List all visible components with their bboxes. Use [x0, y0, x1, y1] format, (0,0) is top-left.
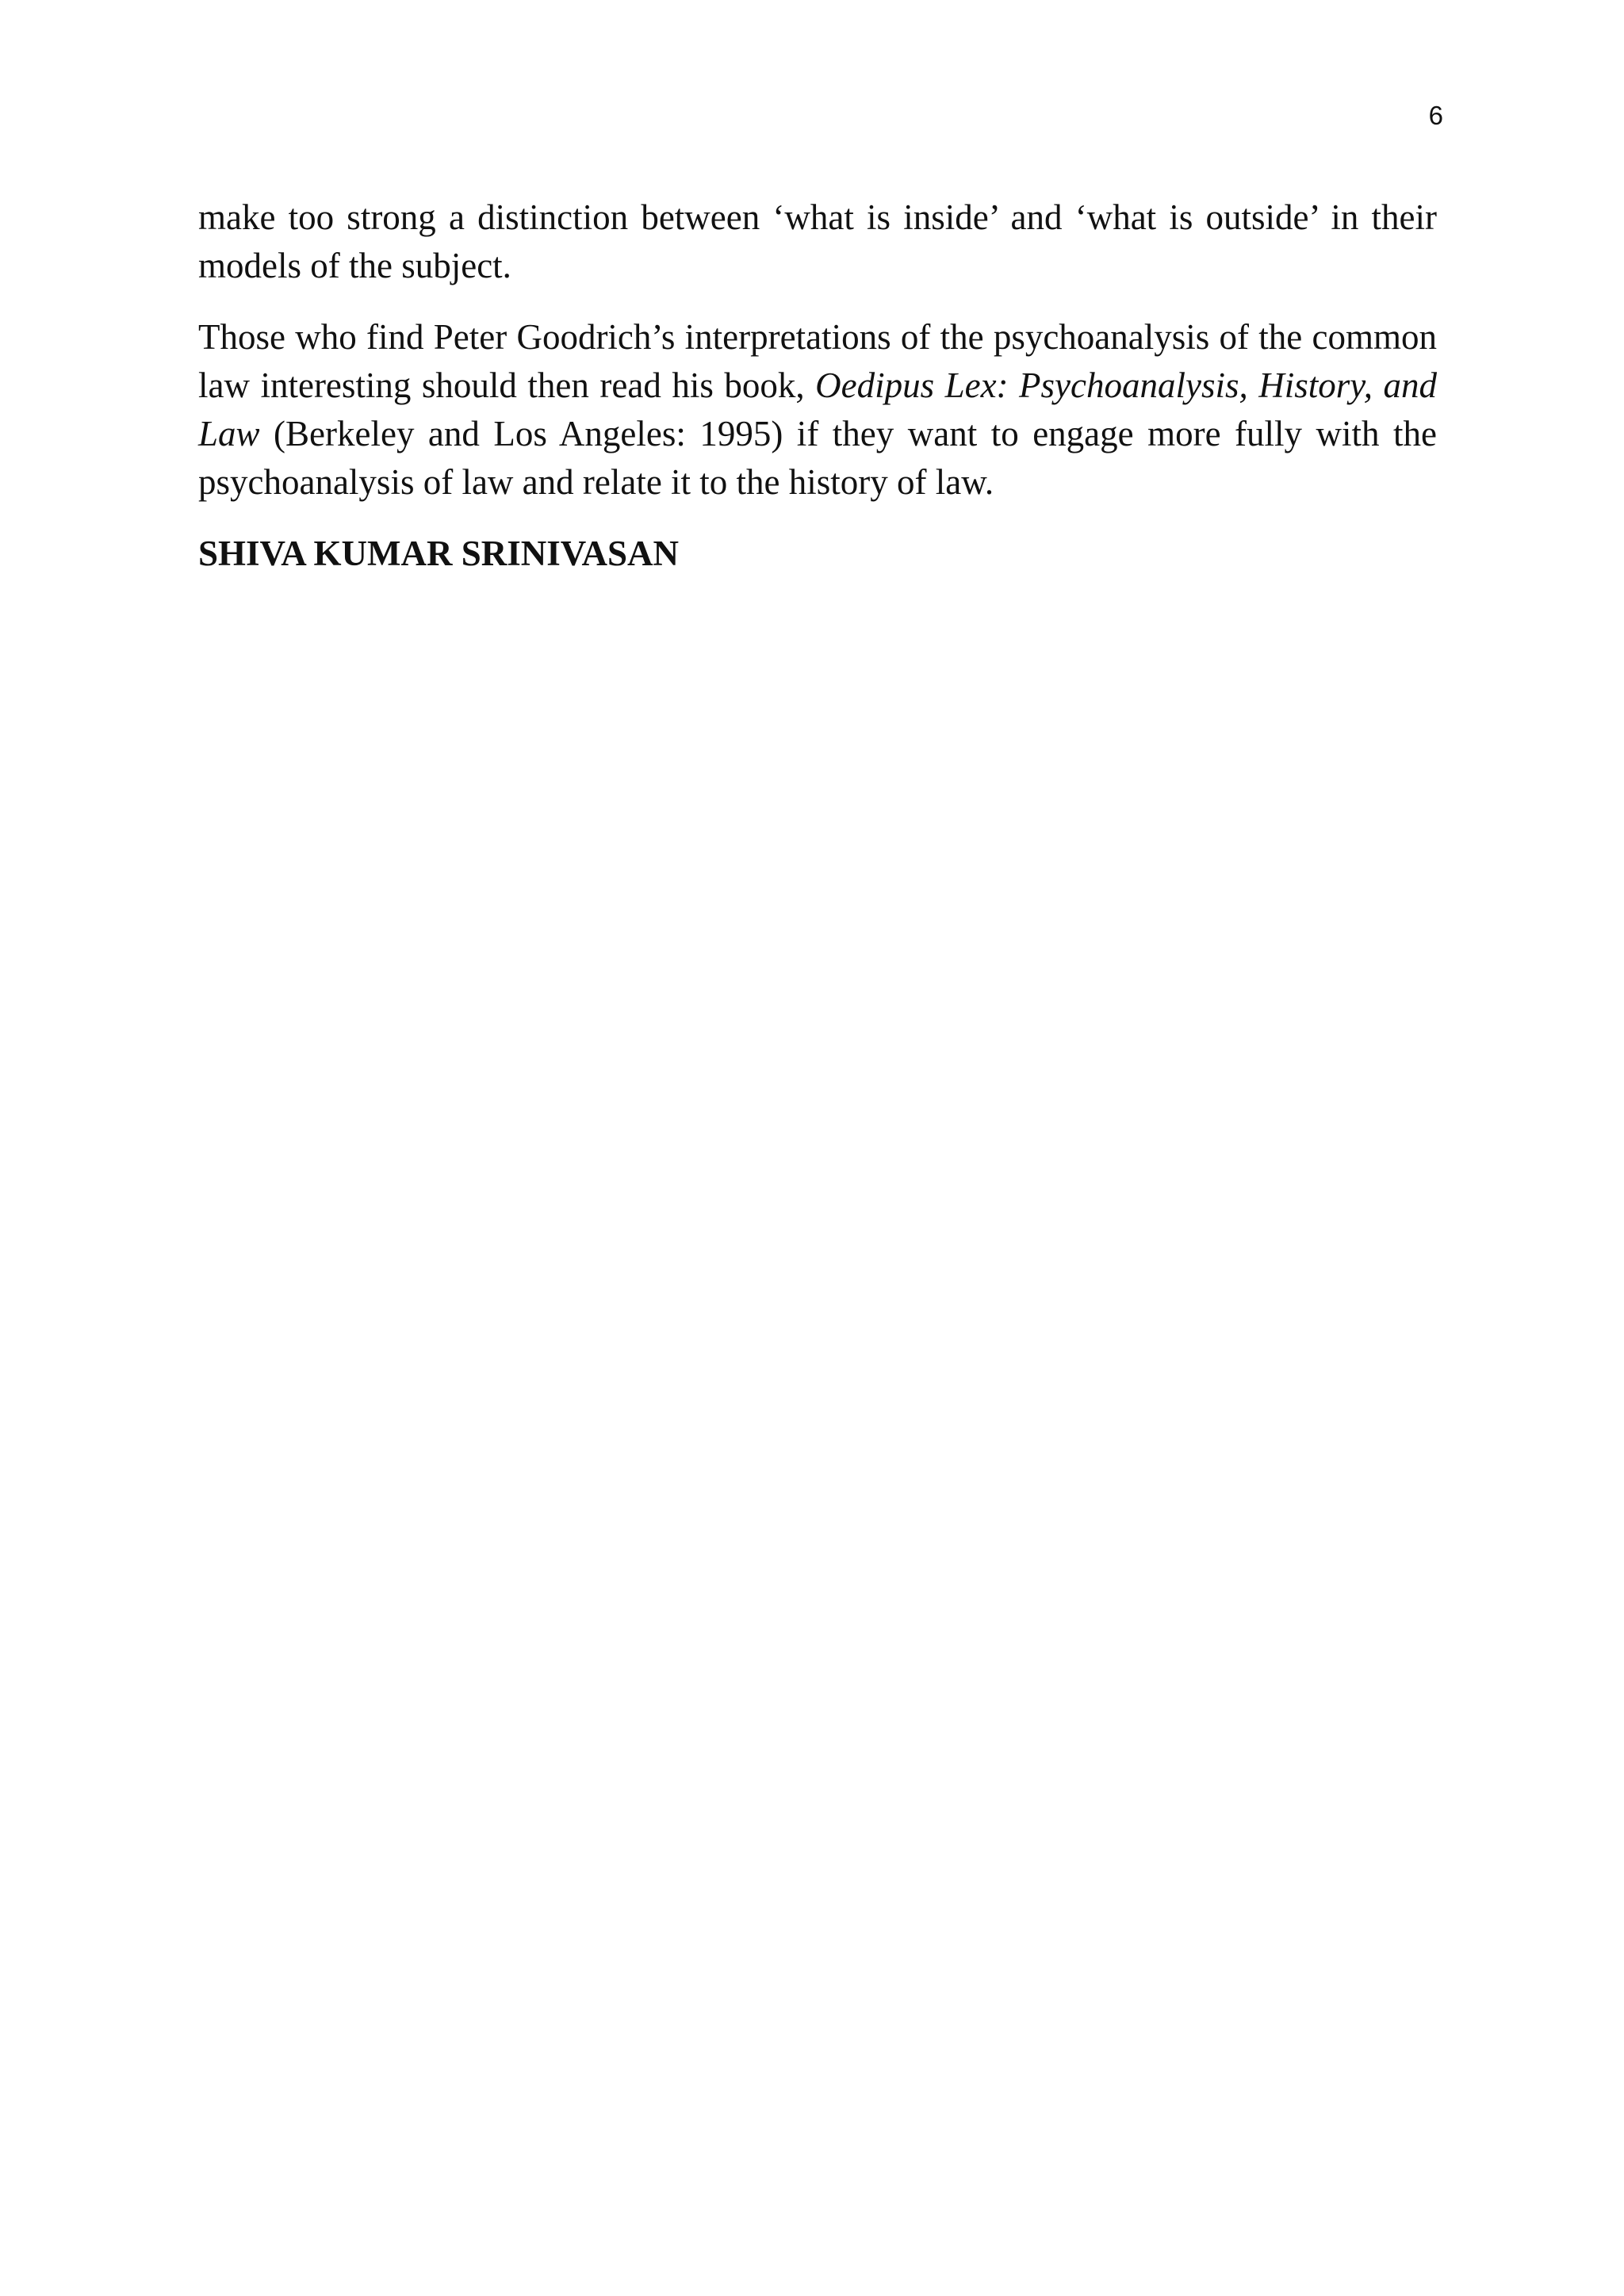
- paragraph-text-before-title: Those who find Peter Goodrich’s interpretations of the psychoanalysis of the common law interesting should then read his book,: [198, 317, 1437, 405]
- author-signature: SHIVA KUMAR SRINIVASAN: [198, 534, 679, 573]
- paragraph-book-recommendation: [198, 313, 1437, 507]
- page-number: 6: [1428, 101, 1443, 130]
- paragraph-text-after-title: (Berkeley and Los Angeles: 1995) if they want to engage more fully with the psychoanalysis of law and relate it to the history of law.: [198, 414, 1437, 502]
- book-title: Oedipus Lex: Psychoanalysis, History, and Law: [198, 365, 1437, 453]
- document-body: [198, 193, 1437, 578]
- paragraph-continuation: make too strong a distinction between ‘what is inside’ and ‘what is outside’ in their models of the subject.: [198, 197, 1437, 285]
